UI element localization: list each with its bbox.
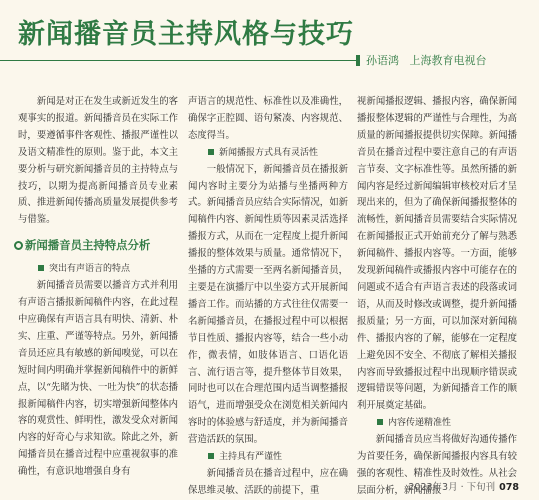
subsection-heading [18, 261, 178, 278]
author-name: 孙语鸿 [366, 54, 399, 67]
section-heading [14, 235, 178, 255]
square-bullet-icon [208, 149, 214, 155]
square-bullet-icon [377, 419, 383, 425]
abstract-paragraph: 新闻是对正在发生或新近发生的客观事实的报道。新闻播音员在实际工作时，要遵循事件客观性、播报严谨性以及语文精准性的原则。鉴于此，本文主要分析与研究新闻播音员的主持特点与技巧，以期为提高新闻播音员专业素质、推进新闻传播高质量发展提供参考与借鉴。 [18, 96, 178, 226]
subsection-heading-text: 新闻播报方式具有灵活性 [219, 147, 319, 158]
body-paragraph: 视新闻播报逻辑、播报内容，确保新闻播报整体逻辑的严谨性与合理性，为高质量的新闻播报提供切实保障。新闻播音员在播音过程中要注意自己的有声语言节奏、文字标准性等。虽然所播的新闻内容是经过新闻编辑审核校对后才呈现出来的，但为了确保新闻播报整体的流畅性，新闻播音员需要结合实际情况在新闻播报正式开始前充分了解与熟悉新闻稿件、播报内容等。一方面，能够发现新闻稿件或播报内容中可能存在的问题或不适合有声语言表述的段落或词语，从而及时修改或调整，提升新闻播报质量；另一方面，可以加深对新闻稿件、播报内容的了解，能够在一定程度上避免因不安全、不彻底了解相关播报内容而导致播报过程中出现顺序错误或逻辑错误等问题，为新闻播音工作的顺利开展奠定基础。 [357, 96, 517, 412]
page-footer [408, 479, 519, 493]
subsection-heading [188, 145, 348, 162]
byline-rule [0, 60, 356, 61]
body-paragraph: 声语言的规范性、标准性以及准确性，确保字正腔圆、语句紧凑、内容规范、态度得当。 [188, 96, 348, 141]
body-paragraph: 新闻播音员需要以播音方式并利用有声语言播报新闻稿件内容，在此过程中应确保有声语言具有明快、清新、朴实、庄重、严谨等特点。另外，新闻播音员还应具有敏感的新闻嗅觉，可以在短时间内明确并掌握新闻稿件中的新鲜点，以“先睹为快、一吐为快”的状态播报新闻稿件内容，切实增强新闻整体内容的观赏性、鲜明性，激发受众对新闻内容的好奇心与求知欲。除此之外，新闻播音员在播音过程中应重视叙事的准确性，有意识地增强自身有 [18, 280, 178, 478]
byline-text [366, 52, 487, 68]
issue-date: 2023年3月 · 下旬刊 [408, 482, 496, 493]
square-bullet-icon [208, 453, 214, 459]
body-paragraph: 一般情况下，新闻播音员在播报新闻内容时主要分为站播与坐播两种方式。新闻播音员应结合实际情况，如新闻稿件内容、新闻性质等因素灵活选择播报方式，从而在一定程度上提升新闻播报的整体效果与质量。通常情况下，坐播的方式需要一至两名新闻播音员，主要是在演播厅中以坐姿方式开展新闻播音工作。而站播的方式往往仅需要一名新闻播音员，在播报过程中可以根据节目性质、播报内容等，结合一些小动作，微表情，如肢体语言、口语化语言、流行语言等，提升整体节目效果，同时也可以在合理范围内适当调整播报语气，进而增强受众在浏览相关新闻内容时的体验感与舒适度，并为新闻播音营造活跃的氛围。 [188, 163, 348, 446]
author-affiliation: 上海教育电视台 [409, 54, 487, 67]
article-title: 新闻播音员主持风格与技巧 [18, 19, 354, 50]
body-paragraph: 新闻播音员在播音过程中，应在确保思维灵敏、活跃的前提下，重 [188, 467, 348, 496]
section-bullet-icon [14, 241, 23, 250]
column-1 [18, 94, 178, 479]
byline [0, 52, 539, 66]
byline-marker [356, 55, 360, 66]
square-bullet-icon [38, 265, 44, 271]
body-paragraph: 新闻播音员应当将做好沟通传播作为首要任务，确保新闻播报内容具有较强的客观性、精准性及时效性。从社会层面分析，新闻播报 [357, 434, 517, 496]
subsection-heading [357, 415, 517, 432]
column-2 [188, 94, 348, 496]
subsection-heading-text: 突出有声语言的特点 [49, 264, 131, 275]
page-number: 078 [499, 482, 519, 493]
subsection-heading-text: 内容传递精准性 [388, 418, 452, 429]
subsection-heading-text: 主持具有严谨性 [219, 452, 283, 463]
section-heading-text: 新闻播音员主持特点分析 [25, 238, 151, 253]
subsection-heading [188, 449, 348, 466]
